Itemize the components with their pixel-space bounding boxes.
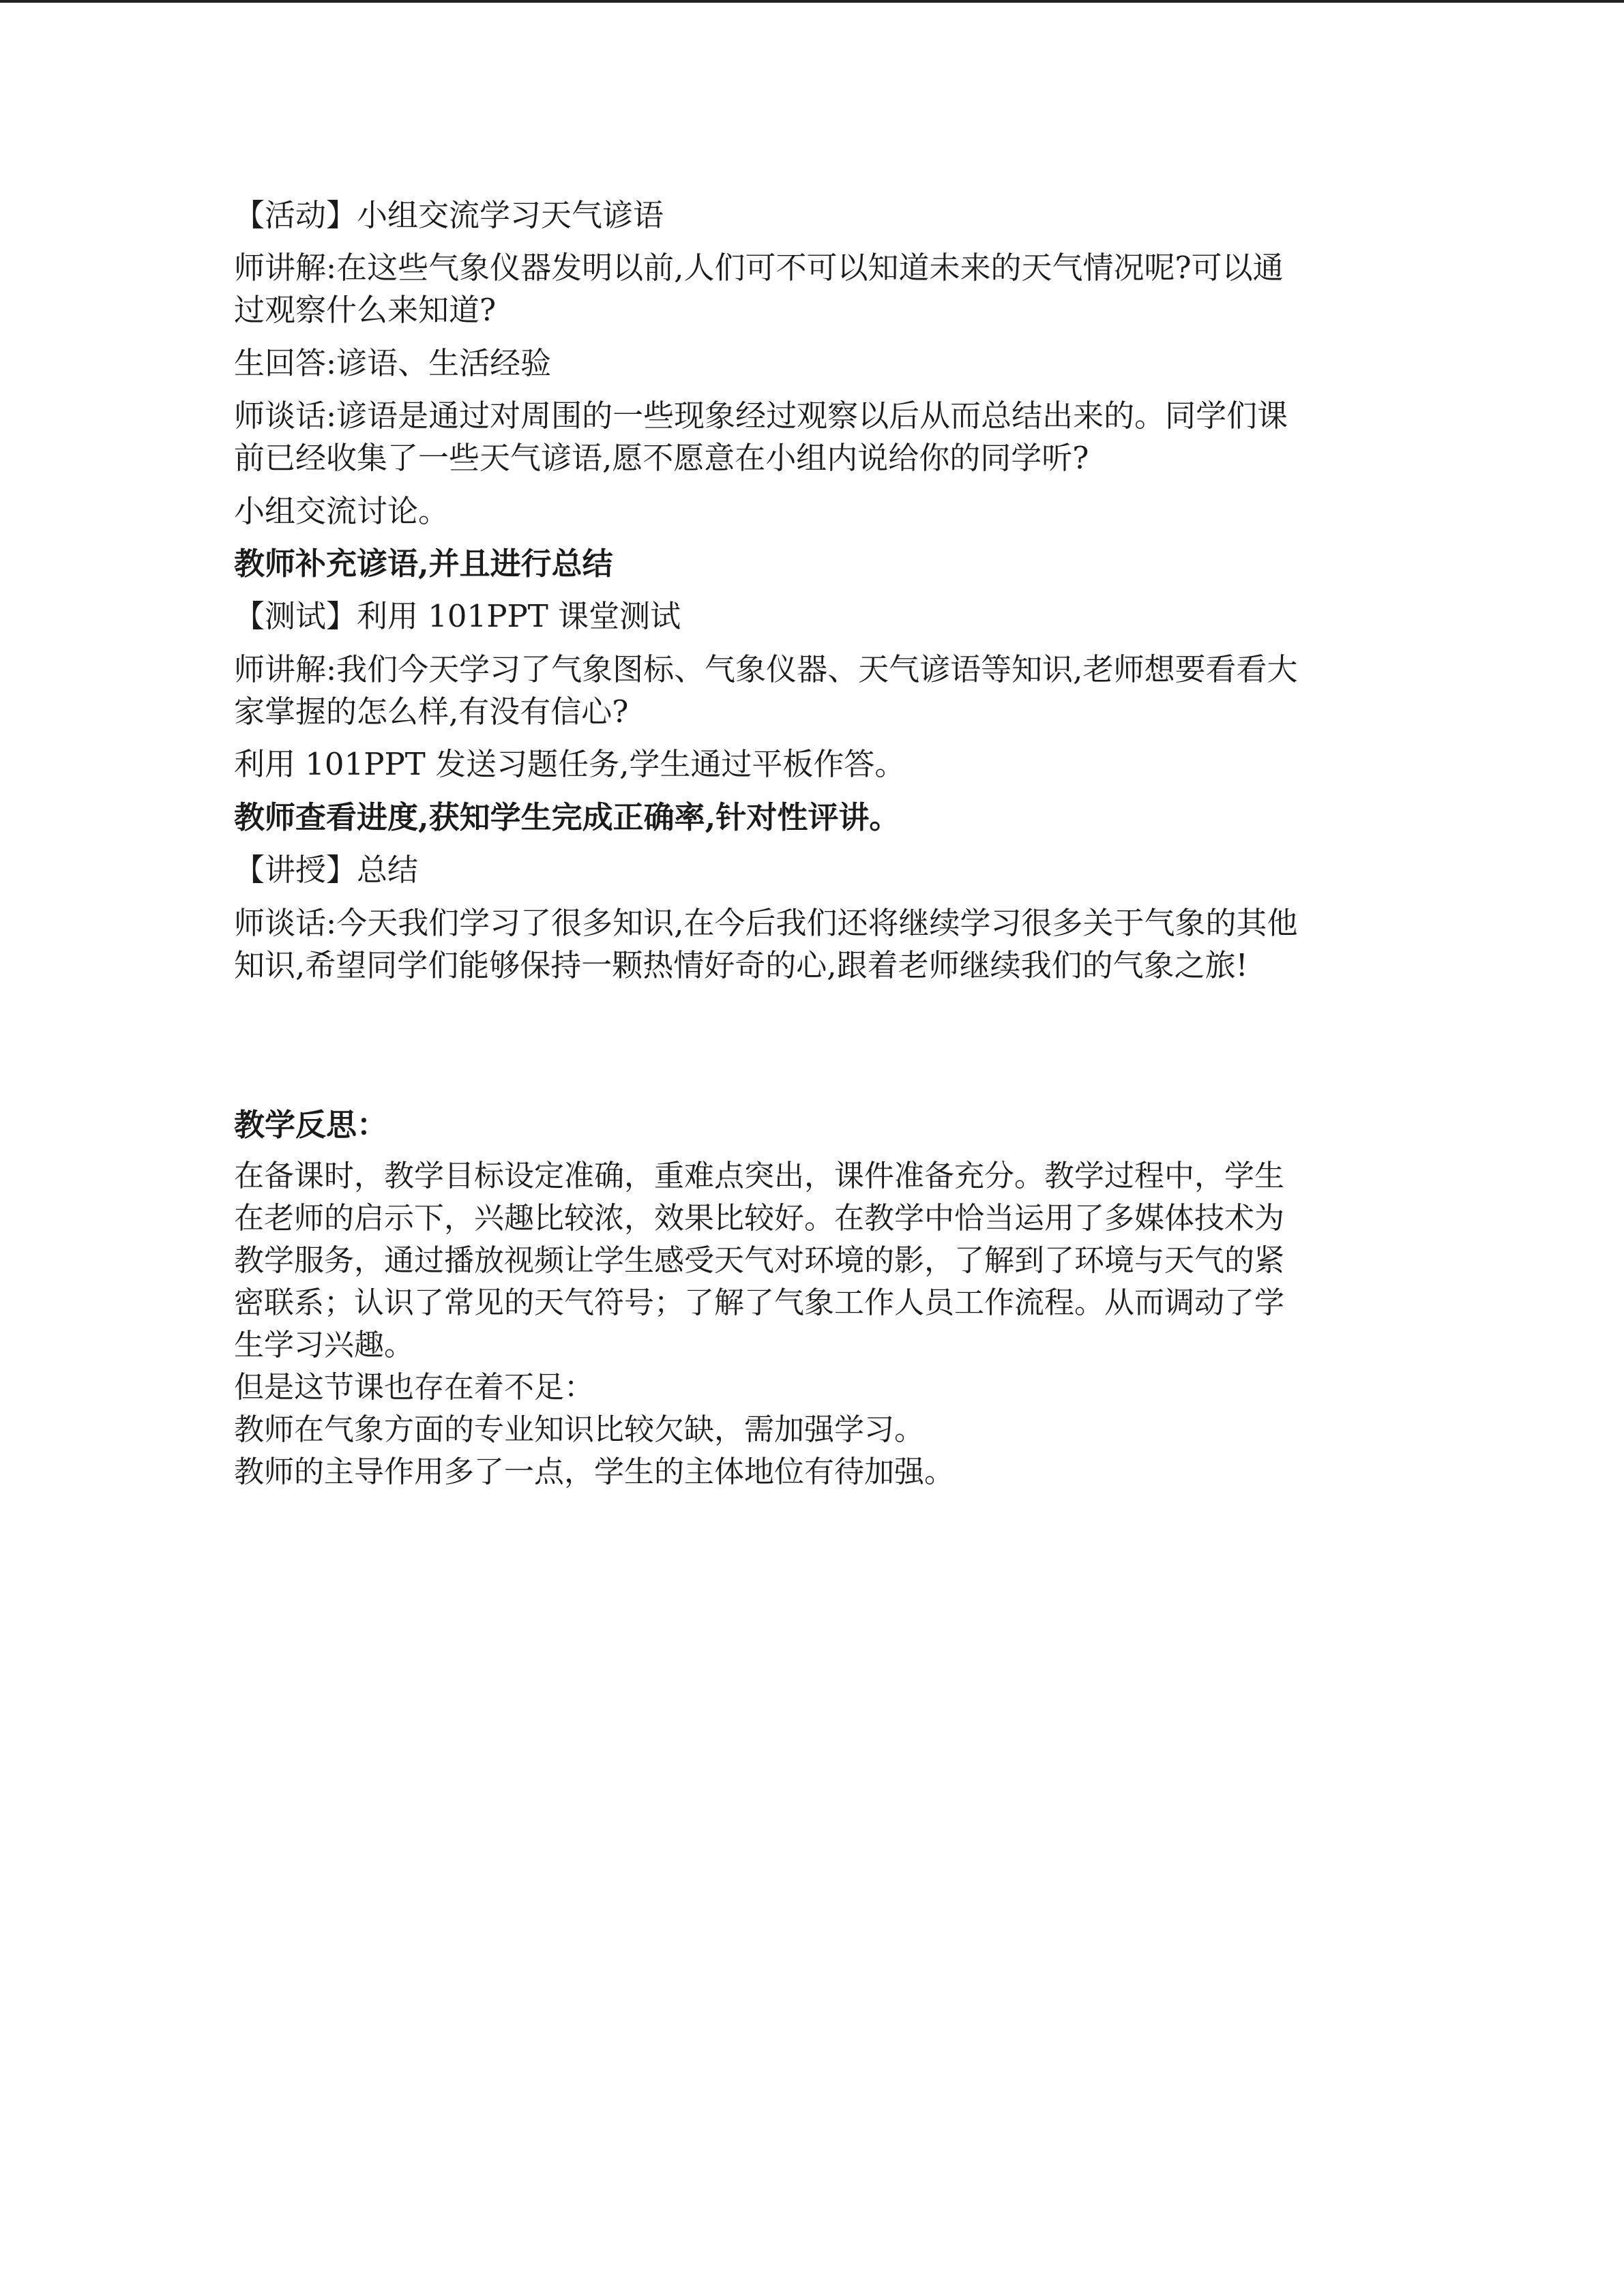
reflection-line: 密联系；认识了常见的天气符号；了解了气象工作人员工作流程。从而调动了学 [234, 1285, 1284, 1320]
ppt-task: 利用 101PPT 发送习题任务,学生通过平板作答。 [234, 746, 906, 782]
teacher-explain-2-line-1: 师讲解:我们今天学习了气象图标、气象仪器、天气谚语等知识,老师想要看看大 [234, 651, 1298, 687]
teacher-talk-2-line-2: 知识,希望同学们能够保持一颗热情好奇的心,跟着老师继续我们的气象之旅! [234, 947, 1248, 983]
teacher-talk-1-line-1: 师谈话:谚语是通过对周围的一些现象经过观察以后从而总结出来的。同学们课 [234, 398, 1288, 434]
lecture-heading: 【讲授】总结 [234, 852, 419, 888]
teacher-summary: 教师补充谚语,并且进行总结 [234, 546, 613, 582]
page-top-border [0, 0, 1624, 3]
reflection-line: 在老师的启示下，兴趣比较浓，效果比较好。在教学中恰当运用了多媒体技术为 [234, 1201, 1284, 1236]
reflection-line: 在备课时，教学目标设定准确，重难点突出，课件准备充分。教学过程中，学生 [234, 1159, 1284, 1193]
teacher-explain-2-line-2: 家掌握的怎么样,有没有信心? [234, 694, 629, 730]
reflection-line: 但是这节课也存在着不足： [234, 1370, 594, 1405]
reflection-line: 教学服务，通过播放视频让学生感受天气对环境的影，了解到了环境与天气的紧 [234, 1243, 1284, 1278]
reflection-line: 生学习兴趣。 [234, 1328, 414, 1362]
reflection-line: 教师的主导作用多了一点，学生的主体地位有待加强。 [234, 1455, 954, 1489]
teacher-talk-2-line-1: 师谈话:今天我们学习了很多知识,在今后我们还将继续学习很多关于气象的其他 [234, 905, 1298, 941]
teacher-explain-1-line-2: 过观察什么来知道? [234, 292, 497, 328]
teacher-review: 教师查看进度,获知学生完成正确率,针对性评讲。 [234, 799, 900, 835]
reflection-line: 教师在气象方面的专业知识比较欠缺，需加强学习。 [234, 1412, 924, 1447]
teacher-explain-1-line-1: 师讲解:在这些气象仪器发明以前,人们可不可以知道未来的天气情况呢?可以通 [234, 250, 1284, 286]
activity-heading: 【活动】小组交流学习天气谚语 [234, 197, 664, 233]
group-discussion: 小组交流讨论。 [234, 493, 449, 529]
test-heading: 【测试】利用 101PPT 课堂测试 [234, 598, 681, 634]
teacher-talk-1-line-2: 前已经收集了一些天气谚语,愿不愿意在小组内说给你的同学听? [234, 440, 1089, 476]
reflection-title: 教学反思： [234, 1107, 388, 1143]
student-answer: 生回答:谚语、生活经验 [234, 345, 552, 381]
